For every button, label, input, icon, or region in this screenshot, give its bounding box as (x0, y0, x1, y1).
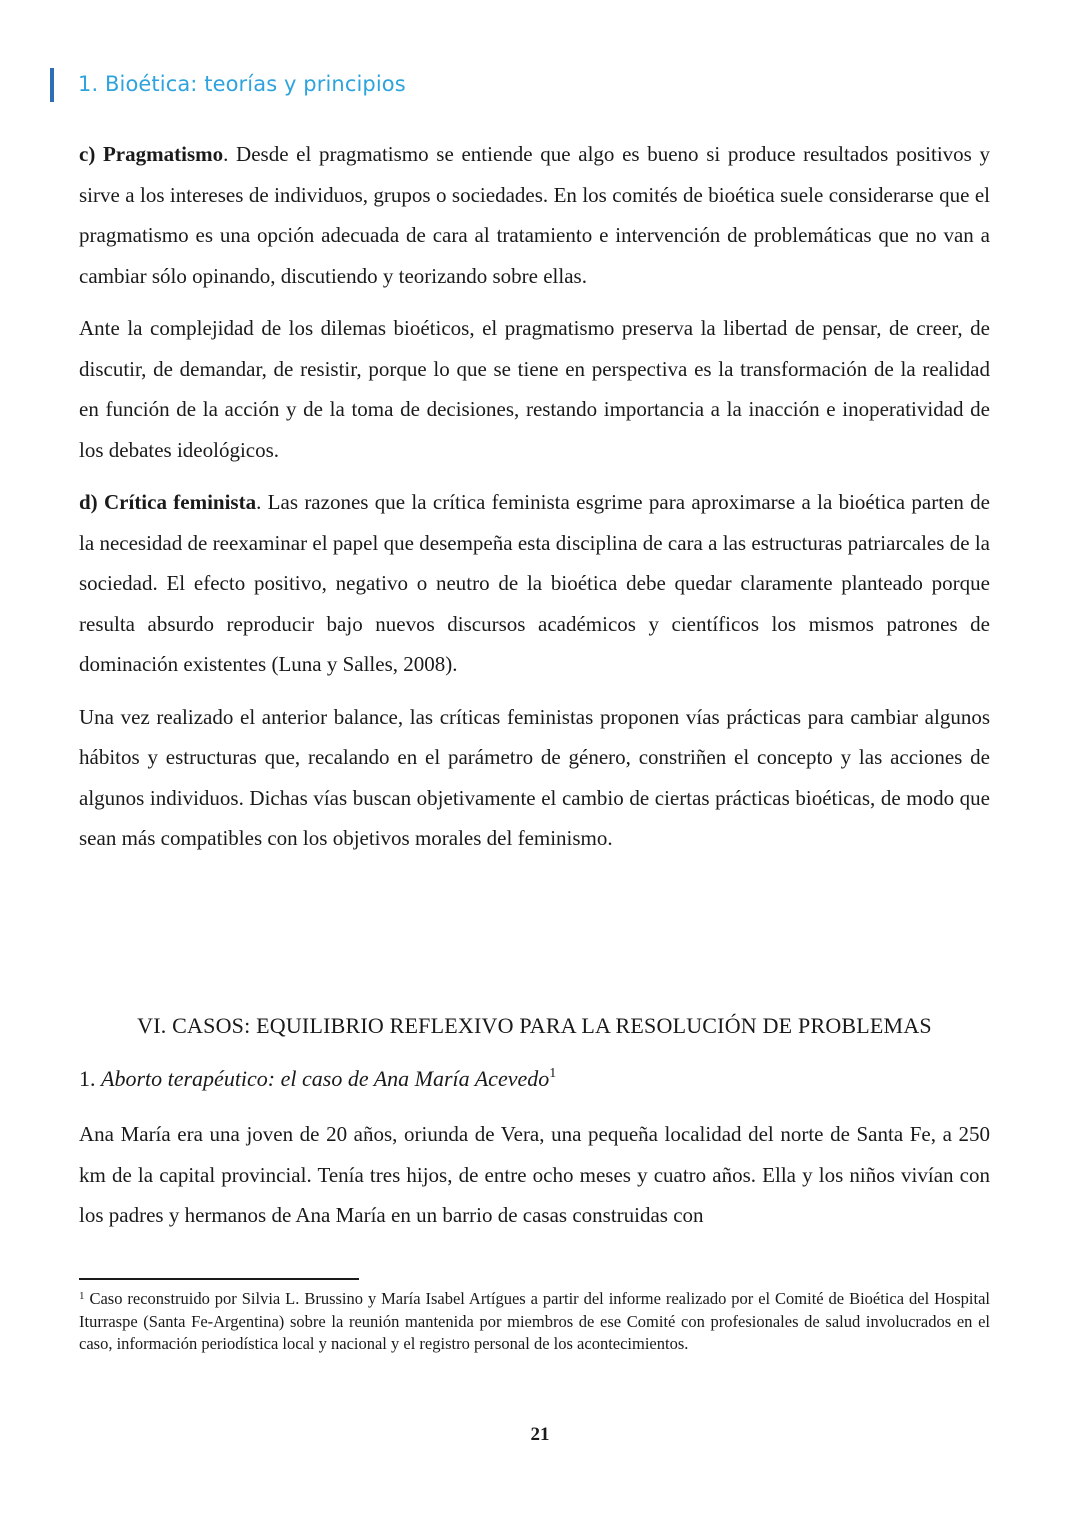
running-header-title: 1. Bioética: teorías y principios (78, 72, 406, 96)
case-title-text: Aborto terapéutico: el caso de Ana María Acevedo (101, 1066, 550, 1091)
paragraph-case-ana-maria: Ana María era una joven de 20 años, oriunda de Vera, una pequeña localidad del norte de Santa Fe, a 250 km de la capital provincial. Tenía tres hijos, de entre ocho meses y cuatro años. Ella y los niños vivían con los padres y hermanos de Ana María en un barrio de casas construidas con (79, 1122, 990, 1227)
paragraph-feminista-1: d) Crítica feminista. Las razones que la crítica feminista esgrime para aproximarse a la bioética parten de la necesidad de reexaminar el papel que desempeña esta disciplina de cara a las estructuras patriarcales de la sociedad. El efecto positivo, negativo o neutro de la bioética debe quedar claramente planteado porque resulta absurdo reproducir bajo nuevos discursos académicos y científicos los mismos patrones de dominación existentes (Luna y Salles, 2008). (79, 490, 990, 676)
footnote-separator (79, 1278, 359, 1280)
term-critica-feminista: d) Crítica feminista (79, 490, 257, 514)
page-number: 21 (530, 1424, 550, 1445)
footnote-marker: 1 (79, 1290, 85, 1302)
header-accent-bar (50, 68, 54, 102)
paragraph-pragmatismo-1: c) Pragmatismo. Desde el pragmatismo se entiende que algo es bueno si produce resultados positivos y sirve a los intereses de individuos, grupos o sociedades. En los comités de bioética suele considerarse que el pragmatismo es una opción adecuada de cara al tratamiento e intervención de problemáticas que no van a cambiar sólo opinando, discutiendo y teorizando sobre ellas. (79, 142, 990, 288)
case-title: 1. Aborto terapéutico: el caso de Ana María Acevedo$^1$ (79, 1066, 557, 1091)
term-pragmatismo: c) Pragmatismo (79, 142, 224, 166)
footnote-text: Caso reconstruido por Silvia L. Brussino y María Isabel Artígues a partir del informe realizado por el Comité de Bioética del Hospital Iturraspe (Santa Fe-Argentina) sobre la reunión mantenida por miembros de ese Comité con profesionales de salud involucrados en el caso, información periodística local y nacional y el registro personal de los acontecimientos. (79, 1289, 991, 1353)
section-heading: VI. CASOS: EQUILIBRIO REFLEXIVO PARA LA RESOLUCIÓN DE PROBLEMAS (137, 1013, 932, 1038)
paragraph-feminista-2: Una vez realizado el anterior balance, las críticas feministas proponen vías prácticas para cambiar algunos hábitos y estructuras que, recalando en el parámetro de género, constriñen el concepto y las acciones de algunos individuos. Dichas vías buscan objetivamente el cambio de ciertas prácticas bioéticas, de modo que sean más compatibles con los objetivos morales del feminismo. (79, 704, 990, 850)
paragraph-pragmatismo-2: Ante la complejidad de los dilemas bioéticos, el pragmatismo preserva la libertad de pensar, de creer, de discutir, de demandar, de resistir, porque lo que se tiene en perspectiva es la transformación de la realidad en función de la acción y de la toma de decisiones, restando importancia a la inacción e inoperatividad de los debates ideológicos. (79, 316, 990, 462)
case-body-text (79, 1114, 990, 1236)
footnote-reference[interactable]: 1 (549, 1066, 557, 1081)
body-text-block (79, 134, 990, 859)
footnote (79, 1288, 990, 1356)
